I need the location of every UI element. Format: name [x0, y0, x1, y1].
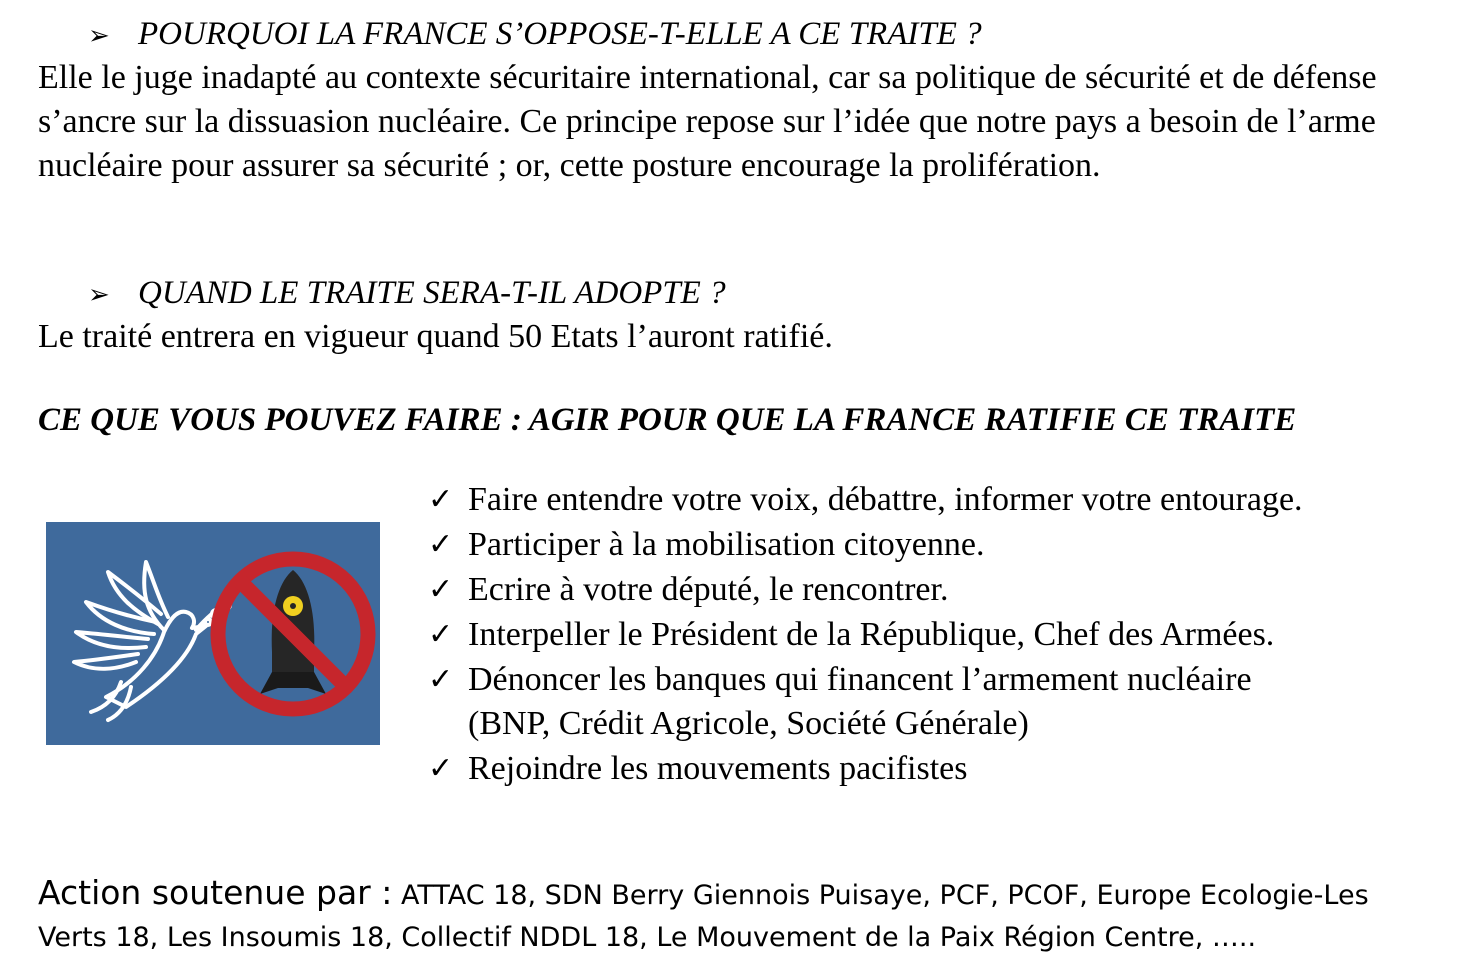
- check-icon: ✓: [428, 617, 454, 652]
- answer-paragraph-2: Le traité entrera en vigueur quand 50 Etats l’auront ratifié.: [38, 318, 833, 355]
- list-item: [428, 613, 1303, 657]
- call-to-action-title: CE QUE VOUS POUVEZ FAIRE : AGIR POUR QUE LA FRANCE RATIFIE CE TRAITE: [38, 402, 1297, 438]
- check-icon: ✓: [428, 751, 454, 786]
- list-item: [428, 747, 1303, 791]
- supporters-lead: Action soutenue par :: [38, 873, 393, 912]
- dove-no-nuke-icon: [46, 522, 380, 745]
- action-list: [428, 478, 1303, 792]
- supporters-line-1: ATTAC 18, SDN Berry Giennois Puisaye, PCF, PCOF, Europe Ecologie-Les: [392, 880, 1369, 911]
- answer-paragraph-1: Elle le juge inadapté au contexte sécuritaire international, car sa politique de sécurité et de défense s’ancre sur la dissuasion nucléaire. Ce principe repose sur l’idée que notre pays a besoin de l’arme nucléaire pour assurer sa sécurité ; or, cette posture encourage la prolifération.: [38, 59, 1377, 184]
- list-item: [428, 568, 1303, 612]
- check-icon: ✓: [428, 527, 454, 562]
- arrow-bullet-icon: ➢: [88, 280, 110, 309]
- action-text-line: (BNP, Crédit Agricole, Société Générale): [468, 705, 1029, 742]
- check-icon: ✓: [428, 572, 454, 607]
- supporters-block: [38, 872, 1438, 959]
- action-text: Rejoindre les mouvements pacifistes: [468, 750, 968, 787]
- check-icon: ✓: [428, 482, 454, 517]
- question-heading-1: [88, 14, 982, 56]
- action-text: Participer à la mobilisation citoyenne.: [468, 526, 985, 563]
- action-text: Faire entendre votre voix, débattre, informer votre entourage.: [468, 481, 1303, 518]
- list-item: [428, 523, 1303, 567]
- question-heading-2: [88, 273, 726, 315]
- list-item: [428, 658, 1303, 746]
- action-text: Interpeller le Président de la République, Chef des Armées.: [468, 616, 1275, 653]
- list-item: [428, 478, 1303, 522]
- question-heading-2-text: QUAND LE TRAITE SERA-T-IL ADOPTE ?: [138, 275, 726, 311]
- supporters-line-2: Verts 18, Les Insoumis 18, Collectif NDDL 18, Le Mouvement de la Paix Région Centre, …..: [38, 922, 1257, 953]
- arrow-bullet-icon: ➢: [88, 21, 110, 50]
- check-icon: ✓: [428, 662, 454, 697]
- action-text: Ecrire à votre député, le rencontrer.: [468, 571, 949, 608]
- action-text-line: Dénoncer les banques qui financent l’armement nucléaire: [468, 661, 1252, 698]
- action-text: [468, 658, 1252, 746]
- question-heading-1-text: POURQUOI LA FRANCE S’OPPOSE-T-ELLE A CE TRAITE ?: [138, 16, 982, 52]
